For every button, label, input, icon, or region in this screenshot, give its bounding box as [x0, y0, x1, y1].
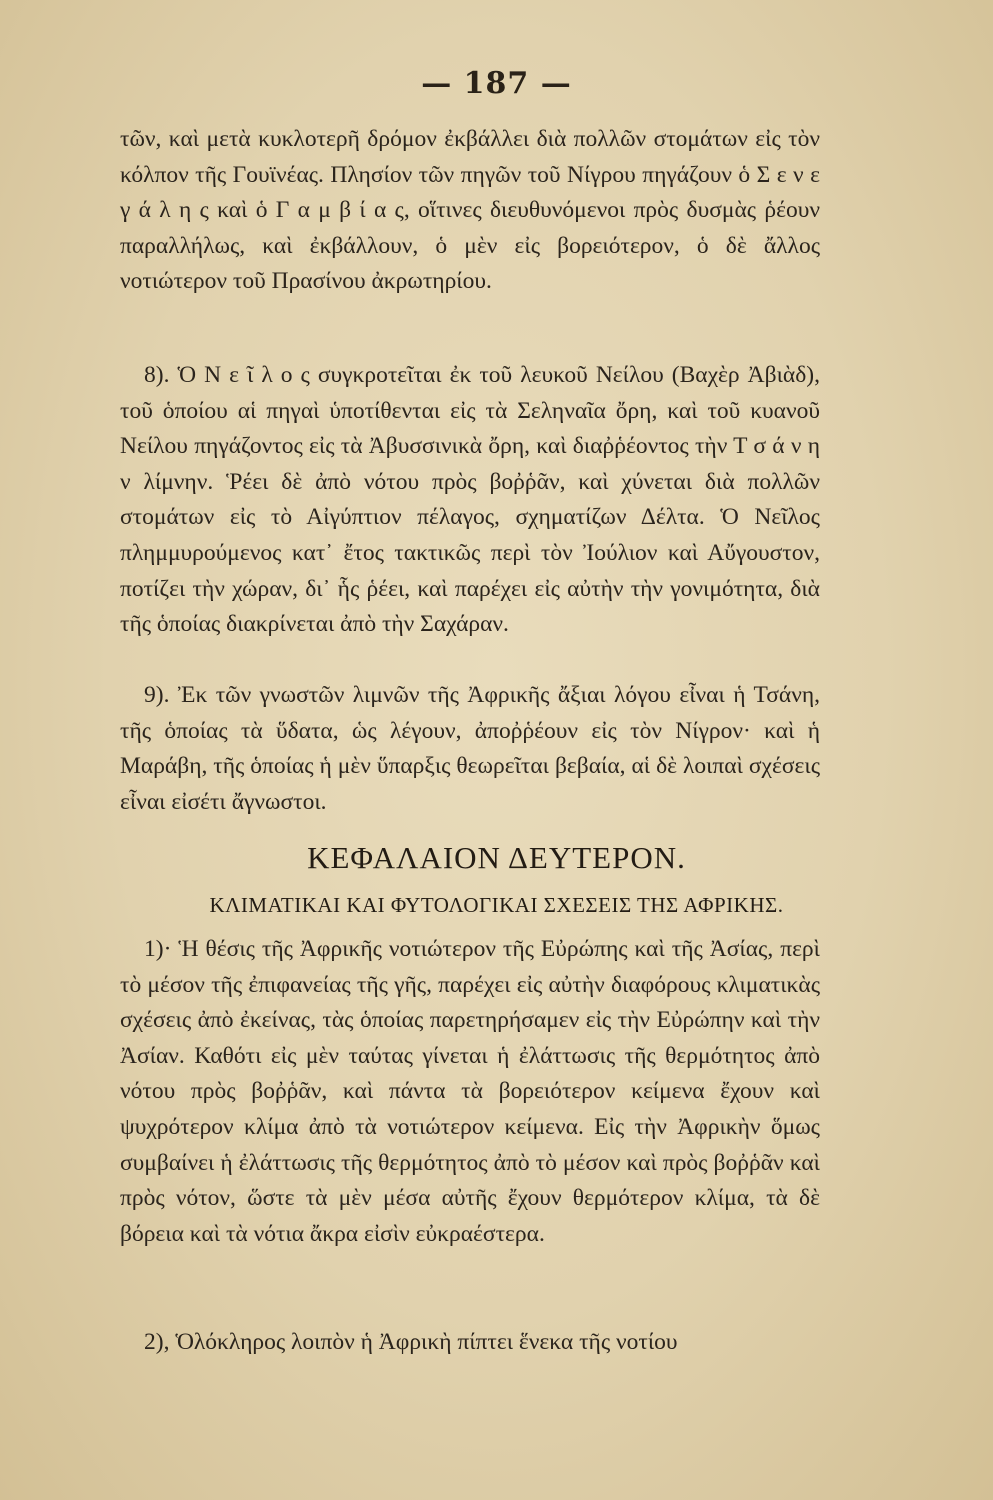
page-number: — 187 — — [421, 66, 572, 101]
paragraph-continuation — [120, 122, 820, 300]
paragraph-climate — [120, 932, 820, 1252]
paragraph-africa-zone — [120, 1325, 820, 1361]
paragraph-text: 8). Ὁ Ν ε ῖ λ ο ς συγκροτεῖται ἐκ τοῦ λευκοῦ Νείλου (Βαχὲρ Ἀβιὰδ), τοῦ ὁποίου αἱ πηγαὶ ὑποτίθενται εἰς τὰ Σεληναῖα ὄρη, καὶ τοῦ κυανοῦ Νείλου πηγάζοντος εἰς τὰ Ἀβυσσινικὰ ὄρη, καὶ διαῤῥέοντος τὴν Τ σ ά ν η ν λίμνην. Ῥέει δὲ ἀπὸ νότου πρὸς βοῤῥᾶν, καὶ χύνεται διὰ πολλῶν στομάτων εἰς τὸ Αἰγύπτιον πέλαγος, σχηματίζων Δέλτα. Ὁ Νεῖλος πλημμυρούμενος κατ᾽ ἔτος τακτικῶς περὶ τὸν Ἰούλιον καὶ Αὔγουστον, ποτίζει τὴν χώραν, δι᾽ ἧς ῥέει, καὶ παρέχει εἰς αὐτὴν τὴν γονιμότητα, διὰ τῆς ὁποίας διακρίνεται ἀπὸ τὴν Σαχάραν. — [120, 362, 820, 638]
paragraph-text: 9). Ἐκ τῶν γνωστῶν λιμνῶν τῆς Ἀφρικῆς ἄξιαι λόγου εἶναι ἡ Τσάνη, τῆς ὁποίας τὰ ὕδατα, ὡς λέγουν, ἀποῤῥέουν εἰς τὸν Νίγρον· καὶ ἡ Μαράβη, τῆς ὁποίας ἡ μὲν ὕπαρξις θεωρεῖται βεβαία, αἱ δὲ λοιπαὶ σχέσεις εἶναι εἰσέτι ἄγνωστοι. — [120, 682, 820, 815]
chapter-subtitle: ΚΛΙΜΑΤΙΚΑΙ ΚΑΙ ΦΥΤΟΛΟΓΙΚΑΙ ΣΧΕΣΕΙΣ ΤΗΣ ΑΦΡΙΚΗΣ. — [209, 893, 784, 917]
paragraph-lakes — [120, 678, 820, 820]
paragraph-nile — [120, 358, 820, 643]
paragraph-text: 2), Ὁλόκληρος λοιπὸν ἡ Ἀφρικὴ πίπτει ἕνεκα τῆς νοτίου — [144, 1329, 678, 1355]
paragraph-text: τῶν, καὶ μετὰ κυκλοτερῆ δρόμον ἐκβάλλει διὰ πολλῶν στομάτων εἰς τὸν κόλπον τῆς Γουϊνέας. Πλησίον τῶν πηγῶν τοῦ Νίγρου πηγάζουν ὁ Σ ε ν ε γ ά λ η ς καὶ ὁ Γ α μ β ί α ς, οἵτινες διευθυνόμενοι πρὸς δυσμὰς ῥέουν παραλλήλως, καὶ ἐκβάλλουν, ὁ μὲν εἰς βορειότερον, ὁ δὲ ἄλλος νοτιώτερον τοῦ Πρασίνου ἀκρωτηρίου. — [120, 126, 820, 295]
chapter-title: ΚΕΦΑΛΑΙΟΝ ΔΕΥΤΕΡΟΝ. — [307, 840, 686, 875]
paragraph-text: 1)· Ἡ θέσις τῆς Ἀφρικῆς νοτιώτερον τῆς Εὐρώπης καὶ τῆς Ἀσίας, περὶ τὸ μέσον τῆς ἐπιφανείας τῆς γῆς, παρέχει εἰς αὐτὴν διαφόρους κλιματικὰς σχέσεις ἀπὸ ἐκείνας, τὰς ὁποίας παρετηρήσαμεν εἰς τὴν Εὐρώπην καὶ τὴν Ἀσίαν. Καθότι εἰς μὲν ταύτας γίνεται ἡ ἐλάττωσις τῆς θερμότητος ἀπὸ νότου πρὸς βοῤῥᾶν, καὶ πάντα τὰ βορειότερον κείμενα ἔχουν καὶ ψυχρότερον κλίμα ἀπὸ τὰ νοτιώτερον κείμενα. Εἰς τὴν Ἀφρικὴν ὅμως συμβαίνει ἡ ἐλάττωσις τῆς θερμότητος ἀπὸ τὸ μέσον καὶ πρὸς βοῤῥᾶν καὶ πρὸς νότον, ὥστε τὰ μὲν μέσα αὐτῆς ἔχουν θερμότερον κλίμα, τὰ δὲ βόρεια καὶ τὰ νότια ἄκρα εἰσὶν εὐκραέστερα. — [120, 936, 820, 1247]
